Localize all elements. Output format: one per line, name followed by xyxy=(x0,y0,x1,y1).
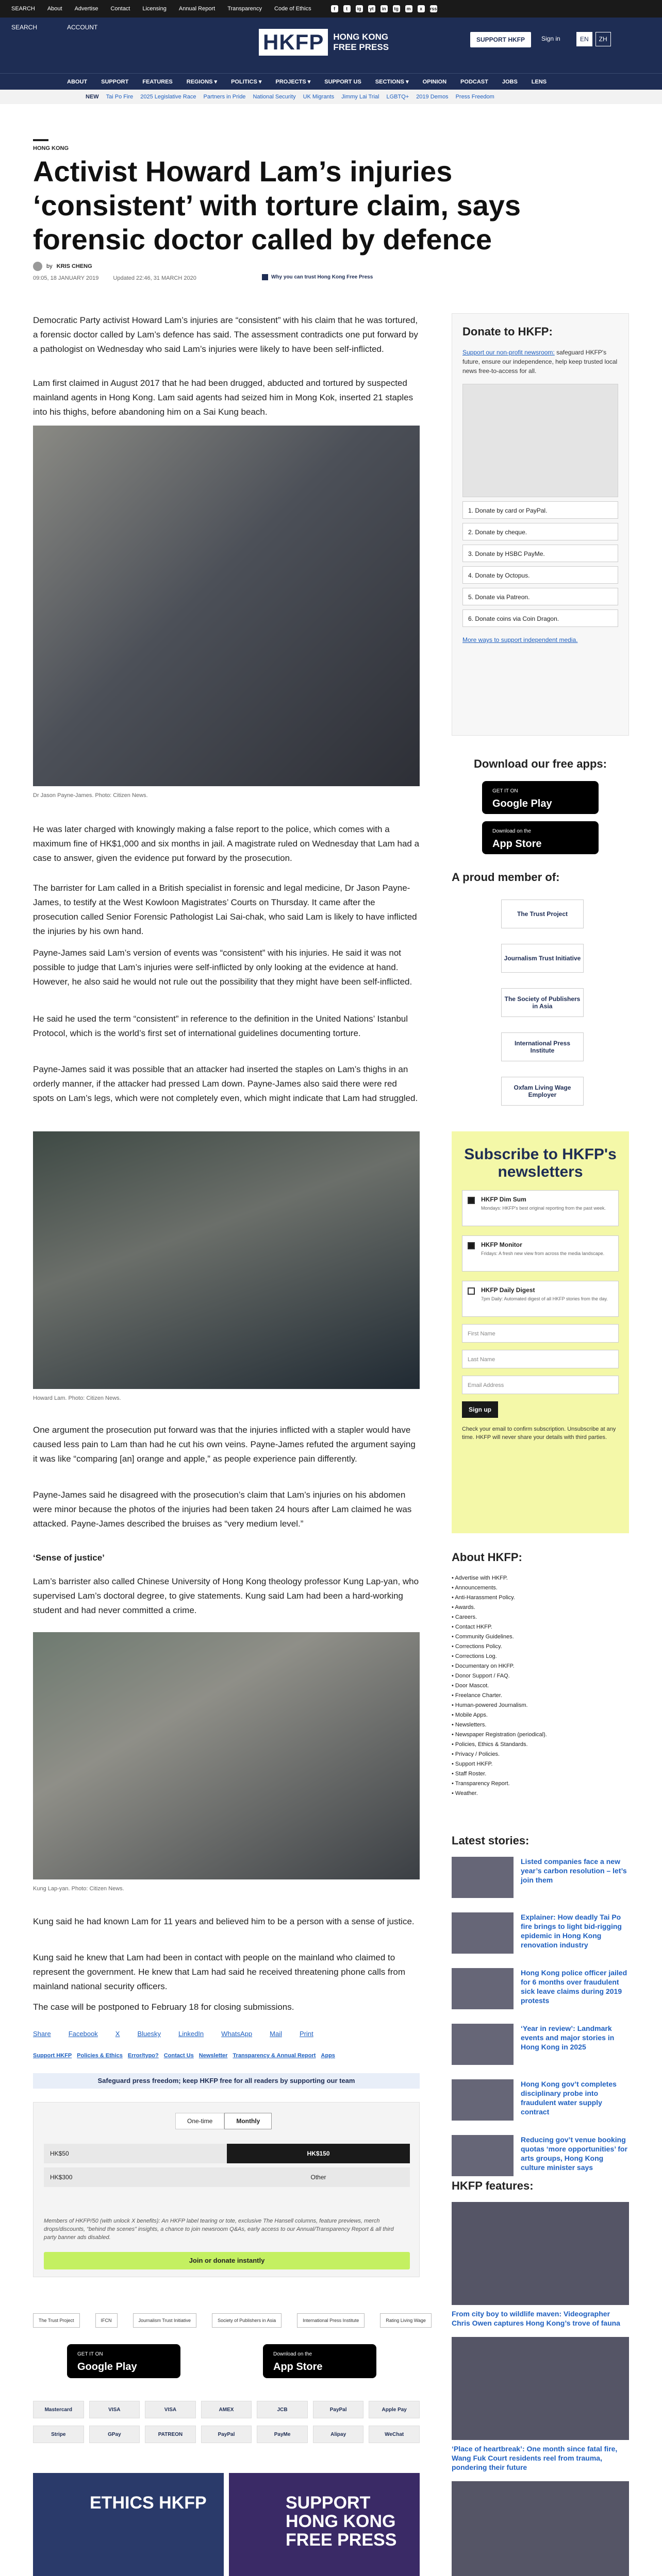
newsletter-input[interactable]: Email Address xyxy=(462,1376,619,1394)
search-button[interactable]: SEARCH xyxy=(11,24,38,31)
photo-payne-james xyxy=(33,426,420,786)
freq-monthly[interactable]: Monthly xyxy=(224,2113,272,2129)
social-icon[interactable]: x xyxy=(418,5,425,12)
top-link[interactable]: Code of Ethics xyxy=(274,6,311,12)
social-icon[interactable]: yt xyxy=(368,5,375,12)
trending-link[interactable]: 2019 Demos xyxy=(416,94,449,100)
newsletter-input[interactable]: First Name xyxy=(462,1324,619,1343)
paragraph-4: The barrister for Lam called in a British specialist in forensic and legal medicine, Dr Jason Payne-James, to testify at the West Kowloon Magistrates’ Courts on Thursday. It came after the prosecution called Senior Forensic Pathologist Lai Sai-chak, who said Lam is likely to have inflicted the injuries by his own hand. xyxy=(33,883,417,936)
about-item[interactable]: • Transparency Report. xyxy=(452,1779,629,1789)
social-icon[interactable]: in xyxy=(380,5,388,12)
app-buttons xyxy=(67,2344,376,2378)
trust-link[interactable] xyxy=(262,274,373,280)
photo-howard-lam xyxy=(33,1131,420,1389)
about-item[interactable]: • Anti-Harassment Policy. xyxy=(452,1593,629,1603)
newsletter-note: Check your email to confirm subscription. Unsubscribe at any time. HKFP will never share your details with third parties. xyxy=(462,1426,616,1440)
payment-method[interactable]: Stripe xyxy=(33,2426,84,2443)
newsletter-desc: Mondays: HKFP's best original reporting from the past week. xyxy=(481,1206,606,1211)
about-item[interactable]: • Weather. xyxy=(452,1789,629,1799)
feature-image[interactable] xyxy=(452,2481,629,2576)
main-nav-item[interactable]: SUPPORT xyxy=(101,78,129,85)
story-headline[interactable]: Explainer: How deadly Tai Po fire brings to light bid-rigging epidemic in Hong Kong renovation industry xyxy=(521,1913,622,1949)
top-link[interactable]: About xyxy=(47,6,62,12)
newsletter-input[interactable]: Last Name xyxy=(462,1350,619,1368)
article-footer-link[interactable]: Apps xyxy=(321,2053,335,2059)
sidebar-members-title: A proud member of: xyxy=(452,871,560,884)
payment-method[interactable]: Apple Pay xyxy=(369,2401,420,2418)
story-headline[interactable]: Hong Kong gov’t completes disciplinary probe into fraudulent water supply contract xyxy=(521,2080,617,2116)
newsletter-name: HKFP Dim Sum xyxy=(481,1196,526,1203)
google-play-button[interactable] xyxy=(67,2344,180,2378)
about-item[interactable]: • Awards. xyxy=(452,1603,629,1613)
support-hkfp-button[interactable]: SUPPORT HKFP xyxy=(470,32,531,47)
amount-other[interactable]: Other xyxy=(227,2167,410,2187)
main-nav-item[interactable]: POLITICS ▾ xyxy=(231,79,262,85)
join-donate-button[interactable]: Join or donate instantly xyxy=(44,2252,410,2269)
published-date: 09:05, 18 JANUARY 2019 xyxy=(33,275,99,281)
ethics-promo[interactable]: ETHICS HKFP xyxy=(33,2473,224,2576)
member-logo[interactable]: International Press Institute xyxy=(501,1032,584,1061)
shield-icon xyxy=(262,274,268,280)
story-item[interactable] xyxy=(452,2024,629,2070)
paragraph-11: Kung said he had known Lam for 11 years and believed him to be a person with a sense of justice. xyxy=(33,1917,415,1926)
payment-method[interactable]: JCB xyxy=(257,2401,308,2418)
donate-option[interactable]: 3. Donate by HSBC PayMe. xyxy=(462,545,618,562)
byline xyxy=(33,262,92,271)
partner-logo: Journalism Trust Initiative xyxy=(133,2313,197,2328)
top-link[interactable]: Transparency xyxy=(227,6,262,12)
about-item[interactable]: • Documentary on HKFP. xyxy=(452,1662,629,1671)
app-store-small: Download on the xyxy=(273,2351,312,2357)
about-item[interactable]: • Policies, Ethics & Standards. xyxy=(452,1740,629,1750)
newsletter-options xyxy=(462,1190,619,1317)
sidebar-as-small: Download on the xyxy=(492,828,532,834)
share-link[interactable]: Facebook xyxy=(68,2030,98,2038)
member-logo[interactable]: The Society of Publishers in Asia xyxy=(501,988,584,1017)
kicker-bar xyxy=(33,139,48,141)
paragraph-10: Lam’s barrister also called Chinese University of Hong Kong theology professor Kung Lap-yan, who supervised Lam’s doctoral degree, to give statements. Kung said Lam had been a hard-working student and had never committed a crime. xyxy=(33,1577,419,1615)
payment-method[interactable]: WeChat xyxy=(369,2426,420,2443)
donate-option[interactable]: 5. Donate via Patreon. xyxy=(462,588,618,605)
about-item[interactable]: • Community Guidelines. xyxy=(452,1632,629,1642)
share-link[interactable]: LinkedIn xyxy=(178,2030,204,2038)
article-footer-link[interactable]: Policies & Ethics xyxy=(77,2053,123,2059)
photo-caption-1: Dr Jason Payne-James. Photo: Citizen News. xyxy=(33,792,148,799)
story-headline[interactable]: Reducing gov’t venue booking quotas ‘more opportunities’ for arts groups, Hong Kong culture minister says xyxy=(521,2136,627,2172)
feature-item[interactable] xyxy=(452,2337,629,2472)
site-header xyxy=(0,18,662,73)
sidebar-about xyxy=(452,1551,629,1799)
trending-link[interactable]: UK Migrants xyxy=(303,94,335,100)
features-list xyxy=(452,2202,629,2576)
story-headline[interactable]: Hong Kong police officer jailed for 6 months over fraudulent sick leave claims during 2019 protests xyxy=(521,1969,627,2005)
newsletter-option[interactable] xyxy=(462,1190,619,1226)
social-icons xyxy=(331,5,437,12)
about-item[interactable]: • Human-powered Journalism. xyxy=(452,1701,629,1710)
sidebar-as-label: App Store xyxy=(492,838,542,850)
article-footer-link[interactable]: Contact Us xyxy=(163,2053,194,2059)
app-store-button[interactable] xyxy=(263,2344,376,2378)
article-footer-link[interactable]: Error/typo? xyxy=(127,2053,159,2059)
story-thumbnail[interactable] xyxy=(452,1912,514,1954)
story-item[interactable] xyxy=(452,1968,629,2014)
hkfp-features xyxy=(452,2179,629,2576)
dateline xyxy=(33,275,196,281)
payment-method[interactable]: VISA xyxy=(145,2401,196,2418)
logo-line-1: HONG KONG xyxy=(333,32,389,42)
membership-note: Members of HKFP/50 (with unlock X benefits): An HKFP label tearing or tote, exclusive The Hansell columns, feature previews, merch drops/discounts, “behind the scenes” insights, a chance to join newsroom Q&As, early access to our Annual/Transparency Report & all third party banner ads disabled. xyxy=(44,2218,394,2241)
payment-method[interactable]: Alipay xyxy=(313,2426,364,2443)
paragraph-12: Kung said he knew that Lam had been in contact with people on the mainland who claimed to represent the government. He knew that Lam had said he received threatening phone calls from mainland national security officers. xyxy=(33,1953,405,1991)
donate-option[interactable]: 4. Donate by Octopus. xyxy=(462,566,618,584)
author-avatar xyxy=(33,262,42,271)
main-nav-item[interactable]: SECTIONS ▾ xyxy=(375,79,409,85)
paragraph-6: He said he used the term “consistent” in reference to the definition in the United Nations’ Istanbul Protocol, which is the world’s first set of international guidelines documenting torture. xyxy=(33,1014,408,1038)
newsletter-option[interactable] xyxy=(462,1281,619,1317)
trending-link[interactable]: Tai Po Fire xyxy=(106,94,134,100)
about-list xyxy=(452,1573,629,1799)
trending-link[interactable]: Partners in Pride xyxy=(203,94,246,100)
member-logos-row xyxy=(33,2313,432,2328)
donate-options xyxy=(462,501,618,627)
article-footer-link[interactable]: Support HKFP xyxy=(33,2053,72,2059)
paragraph-5: Payne-James said Lam’s version of events was “consistent” with his injuries. He said it was not possible to judge that Lam’s injuries were self-inflicted by only looking at the evidence at hand. However, he also said he would not rule out the possibility that they might have been self-inflicted. xyxy=(33,948,412,987)
new-label: NEW xyxy=(86,94,99,100)
app-store-label: App Store xyxy=(273,2361,323,2372)
newsletter-name: HKFP Daily Digest xyxy=(481,1286,535,1294)
top-link[interactable]: Licensing xyxy=(142,6,167,12)
share-link[interactable]: Bluesky xyxy=(137,2030,161,2038)
account-button[interactable]: ACCOUNT xyxy=(67,24,98,31)
about-item[interactable]: • Corrections Policy. xyxy=(452,1642,629,1652)
sidebar-gp-small: GET IT ON xyxy=(492,788,518,794)
checkbox[interactable] xyxy=(468,1287,475,1295)
feature-image[interactable] xyxy=(452,2337,629,2440)
trust-label: Why you can trust Hong Kong Free Press xyxy=(271,274,373,280)
google-play-small: GET IT ON xyxy=(77,2351,103,2357)
about-item[interactable]: • Advertise with HKFP. xyxy=(452,1573,629,1583)
main-nav-item[interactable]: JOBS xyxy=(502,78,518,85)
paragraph-9: Payne-James said he disagreed with the prosecution’s claim that Lam’s injuries on his abdomen were minor because the photos of the injuries had been taken 24 hours after Lam claimed he was attacked. Payne-James described the bruises as “very medium level.” xyxy=(33,1490,412,1529)
newsletter-title: Subscribe to HKFP's newsletters xyxy=(464,1146,617,1180)
amount-option[interactable]: HK$50 xyxy=(44,2144,227,2163)
partner-logo: International Press Institute xyxy=(297,2313,365,2328)
author-name[interactable]: KRIS CHENG xyxy=(56,263,92,269)
sidebar-apps xyxy=(452,757,629,854)
paragraph-8: One argument the prosecution put forward was that the injuries inflicted with a stapler would have caused less pain to Lam than had he cut his own veins. Payne-James refuted the argument saying it was like “comparing [an] orange and apple,” as people experience pain differently. xyxy=(33,1425,416,1464)
trending-link[interactable]: Press Freedom xyxy=(455,94,494,100)
partner-logo: Society of Publishers in Asia xyxy=(212,2313,282,2328)
story-item[interactable] xyxy=(452,2135,629,2181)
paragraph-7: Payne-James said it was possible that an attacker had inserted the staples on Lam’s thighs in an orderly manner, if the attacker had pressed Lam down. Payne-James also said there were red spots on Lam’s legs, which were not completely even, which might indicate that Lam had struggled. xyxy=(33,1064,418,1103)
site-logo[interactable] xyxy=(259,29,389,56)
about-item[interactable]: • Newsletters. xyxy=(452,1720,629,1730)
main-nav-item[interactable]: PODCAST xyxy=(460,78,488,85)
partner-logo: Rating Living Wage xyxy=(380,2313,432,2328)
sidebar-google-play[interactable] xyxy=(482,781,599,814)
about-item[interactable]: • Announcements. xyxy=(452,1583,629,1593)
photo-caption-2: Howard Lam. Photo: Citizen News. xyxy=(33,1395,121,1401)
payment-method[interactable]: PayPal xyxy=(313,2401,364,2418)
about-item[interactable]: • Support HKFP. xyxy=(452,1759,629,1769)
feature-image[interactable] xyxy=(452,2202,629,2305)
payment-method[interactable]: PATREON xyxy=(145,2426,196,2443)
sidebar-donate-title: Donate to HKFP: xyxy=(462,325,553,338)
top-link[interactable]: Advertise xyxy=(74,6,98,12)
main-nav-item[interactable]: REGIONS ▾ xyxy=(186,79,218,85)
features-title: HKFP features: xyxy=(452,2179,534,2192)
story-item[interactable] xyxy=(452,1912,629,1959)
paragraph-1: Democratic Party activist Howard Lam’s injuries are “consistent” with his claim that he was tortured, a forensic doctor called by Lam’s defence has said. The assessment contradicts one put forward by a pathologist on Wednesday who said Lam’s injuries were likely to have been self-inflicted. xyxy=(33,315,418,354)
payment-method[interactable]: GPay xyxy=(89,2426,140,2443)
sidebar-gp-label: Google Play xyxy=(492,798,552,809)
social-icon[interactable]: tg xyxy=(393,5,400,12)
trending-link[interactable]: Jimmy Lai Trial xyxy=(341,94,379,100)
main-nav-item[interactable]: ABOUT xyxy=(67,78,88,85)
language-switch xyxy=(576,32,611,46)
top-links xyxy=(11,6,311,12)
sidebar-embed xyxy=(462,384,618,497)
payment-methods xyxy=(33,2401,420,2443)
updated-date: Updated 22:46, 31 MARCH 2020 xyxy=(113,275,196,281)
member-logos xyxy=(452,900,629,1106)
support-promo[interactable]: SUPPORT HONG KONG FREE PRESS xyxy=(229,2473,420,2576)
latest-list xyxy=(452,1857,629,2181)
about-item[interactable]: • Privacy / Policies. xyxy=(452,1750,629,1759)
safeguard-banner[interactable]: Safeguard press freedom; keep HKFP free for all readers by supporting our team xyxy=(33,2073,420,2089)
sidebar-donate-body: safeguard HKFP's future, ensure our independence, help keep trusted local news free-to-access for all. xyxy=(462,349,618,375)
newsletter-signup-button[interactable]: Sign up xyxy=(462,1401,498,1418)
trending-nav xyxy=(0,90,662,104)
google-play-label: Google Play xyxy=(77,2361,137,2372)
about-item[interactable]: • Staff Roster. xyxy=(452,1769,629,1779)
about-item[interactable]: • Newspaper Registration (periodical). xyxy=(452,1730,629,1740)
checkbox[interactable] xyxy=(468,1242,475,1249)
newsletter-desc: 7pm Daily: Automated digest of all HKFP stories from the day. xyxy=(481,1296,608,1301)
lang-en[interactable]: EN xyxy=(576,32,592,46)
story-item[interactable] xyxy=(452,1857,629,1903)
payment-method[interactable]: PayMe xyxy=(257,2426,308,2443)
donate-option[interactable]: 1. Donate by card or PayPal. xyxy=(462,501,618,519)
donate-option[interactable]: 2. Donate by cheque. xyxy=(462,523,618,540)
about-item[interactable]: • Careers. xyxy=(452,1613,629,1622)
social-icon[interactable]: rss xyxy=(429,6,437,11)
trending-link[interactable]: 2025 Legislative Race xyxy=(140,94,196,100)
story-thumbnail[interactable] xyxy=(452,2135,514,2176)
support-newsroom-link[interactable]: Support our non-profit newsroom: xyxy=(462,349,555,356)
feature-item[interactable] xyxy=(452,2202,629,2328)
newsletter-desc: Fridays: A fresh new view from across the media landscape. xyxy=(481,1251,605,1256)
donate-widget xyxy=(33,2102,420,2277)
partner-logo: IFCN xyxy=(95,2313,118,2328)
story-item[interactable] xyxy=(452,2079,629,2126)
frequency-toggle xyxy=(175,2113,272,2129)
newsletter-name: HKFP Monitor xyxy=(481,1241,522,1248)
main-nav-item[interactable]: LENS xyxy=(531,78,547,85)
newsletter-signup xyxy=(452,1131,629,1533)
trending-link[interactable]: LGBTQ+ xyxy=(386,94,409,100)
social-icon[interactable]: f xyxy=(331,5,338,12)
share-bar xyxy=(33,2030,313,2038)
member-logo[interactable]: Oxfam Living Wage Employer xyxy=(501,1077,584,1106)
logo-text xyxy=(333,32,389,53)
share-link[interactable]: WhatsApp xyxy=(221,2030,253,2038)
share-link[interactable]: Share xyxy=(33,2030,51,2038)
about-item[interactable]: • Door Mascot. xyxy=(452,1681,629,1691)
top-link[interactable]: SEARCH xyxy=(11,6,35,12)
amount-option-selected[interactable]: HK$150 xyxy=(227,2144,410,2163)
sidebar-members xyxy=(452,871,629,1106)
story-headline[interactable]: ‘Year in review’: Landmark events and major stories in Hong Kong in 2025 xyxy=(521,2024,615,2051)
feature-item[interactable] xyxy=(452,2481,629,2576)
top-link[interactable]: Annual Report xyxy=(178,6,216,12)
main-nav-item[interactable]: PROJECTS ▾ xyxy=(275,79,311,85)
story-thumbnail[interactable] xyxy=(452,2024,514,2065)
sidebar-donate-text xyxy=(462,348,618,376)
more-ways-link[interactable]: More ways to support independent media. xyxy=(462,636,578,643)
sidebar-apps-title: Download our free apps: xyxy=(474,757,607,770)
trending-link[interactable]: National Security xyxy=(253,94,296,100)
about-item[interactable]: • Freelance Charter. xyxy=(452,1691,629,1701)
sidebar-donate xyxy=(452,313,629,736)
latest-stories xyxy=(452,1834,629,2181)
story-headline[interactable]: Listed companies face a new year’s carbon resolution – let’s join them xyxy=(521,1857,627,1884)
article-footer-link[interactable]: Newsletter xyxy=(198,2053,228,2059)
article-title: Activist Howard Lam’s injuries ‘consistent’ with torture claim, says forensic doctor called by defence xyxy=(33,155,521,256)
amount-option[interactable]: HK$300 xyxy=(44,2167,227,2187)
payment-method[interactable]: VISA xyxy=(89,2401,140,2418)
paragraph-3: He was later charged with knowingly making a false report to the police, which comes with a maximum fine of HK$1,000 and six months in jail. A magistrate ruled on Wednesday that Lam had a case to answer, given the evidence put forward by the prosecution. xyxy=(33,824,420,863)
paragraph-2: Lam first claimed in August 2017 that he had been drugged, abducted and tortured by suspected mainland agents in Hong Kong. Lam said agents had seized him in Mong Kok, inserted 21 staples into his thighs, before abandoning him on a Sai Kung beach. xyxy=(33,378,413,417)
social-icon[interactable]: t xyxy=(343,5,351,12)
paragraph-13: The case will be postponed to February 18 for closing submissions. xyxy=(33,2002,294,2012)
share-link[interactable]: Mail xyxy=(270,2030,282,2038)
top-utility-bar xyxy=(0,0,662,18)
photo-caption-3: Kung Lap-yan. Photo: Citizen News. xyxy=(33,1886,124,1892)
article-kicker[interactable]: HONG KONG xyxy=(33,145,69,151)
story-thumbnail[interactable] xyxy=(452,2079,514,2121)
newsletter-fields xyxy=(462,1324,619,1394)
latest-title: Latest stories: xyxy=(452,1834,529,1847)
sign-in-link[interactable]: Sign in xyxy=(541,35,560,42)
member-logo[interactable]: The Trust Project xyxy=(501,900,584,928)
promo-banners xyxy=(33,2473,420,2576)
main-nav-item[interactable]: FEATURES xyxy=(142,78,173,85)
newsletter-option[interactable] xyxy=(462,1235,619,1272)
social-icon[interactable]: m xyxy=(405,5,412,12)
checkbox[interactable] xyxy=(468,1197,475,1204)
byline-prefix: by xyxy=(46,263,53,269)
lang-zh[interactable]: ZH xyxy=(595,32,611,46)
partner-logo: The Trust Project xyxy=(33,2313,80,2328)
feature-headline[interactable]: From city boy to wildlife maven: Videographer Chris Owen captures Hong Kong’s trove of fauna xyxy=(452,2310,620,2327)
share-link[interactable]: X xyxy=(115,2030,120,2038)
article-footer-link[interactable]: Transparency & Annual Report xyxy=(233,2053,316,2059)
main-nav-item[interactable]: SUPPORT US xyxy=(324,78,361,85)
payment-method[interactable]: AMEX xyxy=(201,2401,252,2418)
main-nav-item[interactable]: OPINION xyxy=(422,78,447,85)
story-thumbnail[interactable] xyxy=(452,1968,514,2009)
share-link[interactable]: Print xyxy=(299,2030,313,2038)
section-subhead: ‘Sense of justice’ xyxy=(33,1553,105,1563)
about-title: About HKFP: xyxy=(452,1551,522,1564)
story-thumbnail[interactable] xyxy=(452,1857,514,1898)
member-logo[interactable]: Journalism Trust Initiative xyxy=(501,944,584,973)
about-item[interactable]: • Donor Support / FAQ. xyxy=(452,1671,629,1681)
donate-option[interactable]: 6. Donate coins via Coin Dragon. xyxy=(462,609,618,627)
photo-kung-lap-yan xyxy=(33,1632,420,1879)
about-item[interactable]: • Mobile Apps. xyxy=(452,1710,629,1720)
social-icon[interactable]: ig xyxy=(356,5,363,12)
logo-mark: HKFP xyxy=(259,29,328,56)
payment-method[interactable]: PayPal xyxy=(201,2426,252,2443)
about-item[interactable]: • Contact HKFP. xyxy=(452,1622,629,1632)
logo-line-2: FREE PRESS xyxy=(333,42,389,52)
feature-headline[interactable]: ‘Place of heartbreak’: One month since fatal fire, Wang Fuk Court residents reel from trauma, pondering their future xyxy=(452,2445,618,2471)
payment-method[interactable]: Mastercard xyxy=(33,2401,84,2418)
freq-one-time[interactable]: One-time xyxy=(175,2113,224,2129)
article-footer-links xyxy=(33,2053,335,2059)
about-item[interactable]: • Corrections Log. xyxy=(452,1652,629,1662)
sidebar-app-store[interactable] xyxy=(482,821,599,854)
main-nav xyxy=(0,73,662,90)
top-link[interactable]: Contact xyxy=(110,6,130,12)
amount-options xyxy=(44,2144,410,2187)
